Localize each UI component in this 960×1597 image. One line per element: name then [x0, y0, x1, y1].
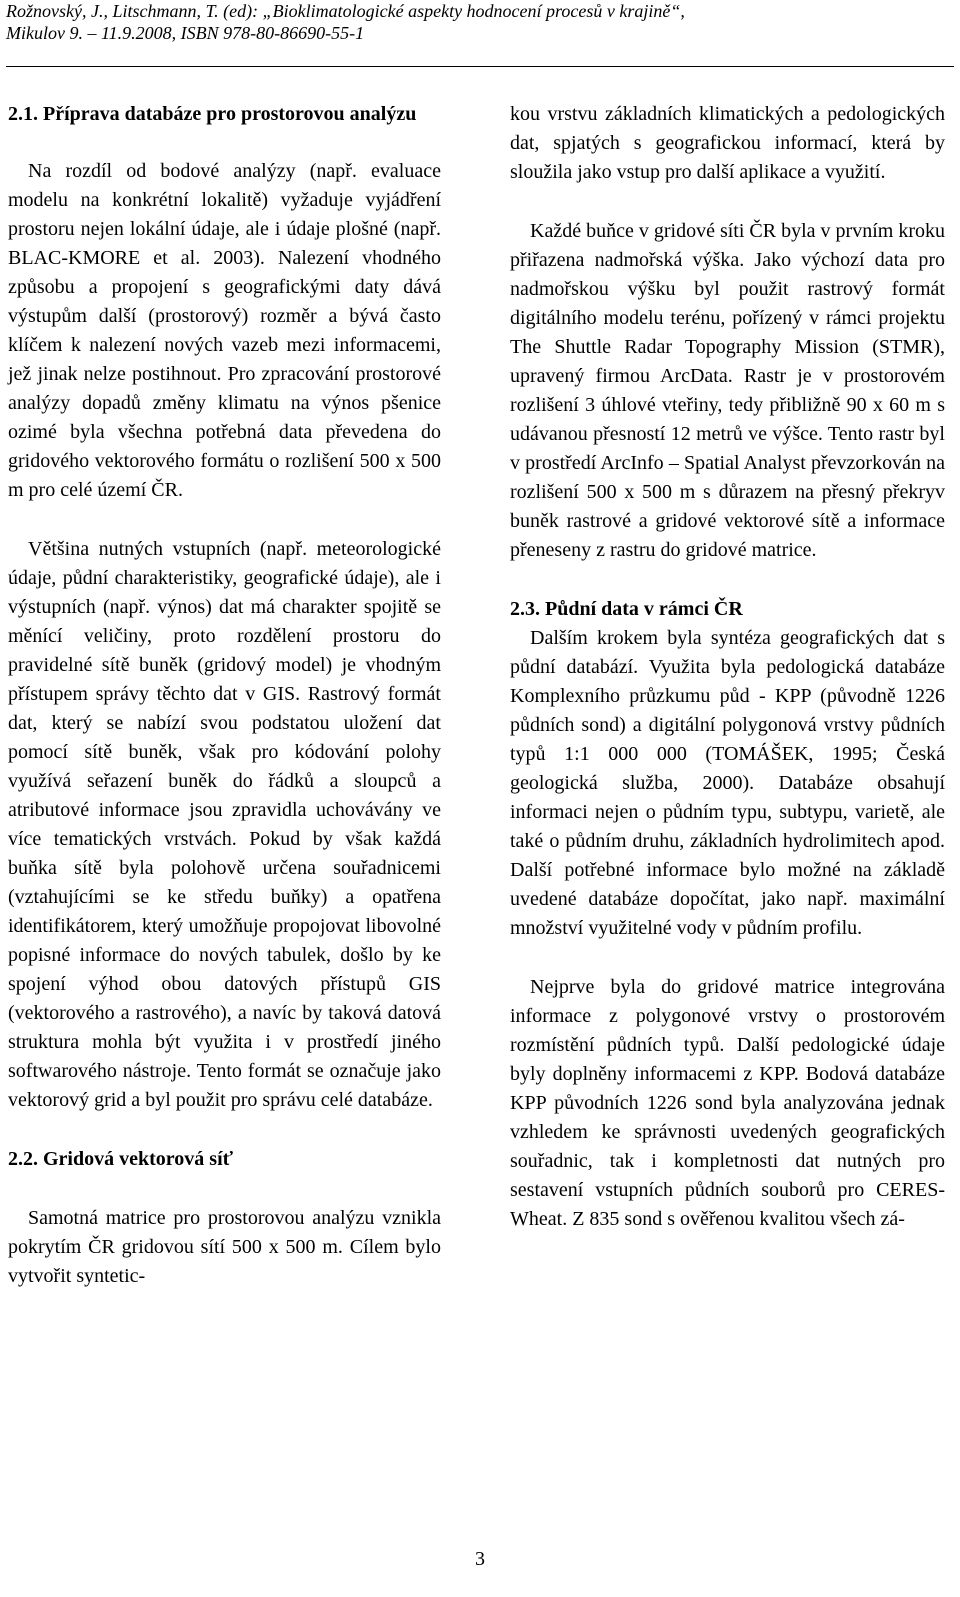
paragraph-3-continued: kou vrstvu základních klimatických a pedologických dat, spjatých s geografickou informací, která by sloužila jako vstup pro další aplikace a využití. — [510, 103, 945, 183]
section-2-1-title: 2.1. Příprava databáze pro prostorovou analýzu — [8, 103, 417, 125]
paragraph-5: Dalším krokem byla syntéza geografických dat s půdní databází. Využita byla pedologická databáze Komplexního průzkumu půd - KPP (původně 1226 půdních sond) a digitální polygonová vrstvy půdních typů 1:1 000 000 (TOMÁŠEK, 1995; Česká geologická služba, 2000). Databáze obsahují informaci nejen o půdním typu, subtypu, varietě, ale také o půdním druhu, základních hydrolimitech apod. Další potřebné informace bylo možné na základě uvedené databáze dopočítat, jako např. maximální množství využitelné vody v půdním profilu. — [510, 627, 945, 939]
header-rule — [6, 66, 954, 67]
paragraph-4: Každé buňce v gridové síti ČR byla v prvním kroku přiřazena nadmořská výška. Jako výchozí data pro nadmořskou výšku byl použit rastrový formát digitálního modelu terénu, pořízený v rámci projektu The Shuttle Radar Topography Mission (STMR), upravený firmou ArcData. Rastr je v prostorovém rozlišení 3 úhlové vteřiny, tedy přibližně 90 x 60 m s udávanou přesností 12 metrů ve výšce. Tento rastr byl v prostředí ArcInfo – Spatial Analyst převzorkován na rozlišení 500 x 500 m s důrazem na přesný překryv buněk rastrové a gridové vektorové sítě a informace přeneseny z rastru do gridové matrice. — [510, 220, 945, 561]
header-citation-line-1: Rožnovský, J., Litschmann, T. (ed): „Bioklimatologické aspekty hodnocení procesů v krajině“, — [6, 1, 685, 21]
page-number: 3 — [475, 1548, 485, 1570]
left-column — [8, 100, 441, 1291]
header-citation-line-2: Mikulov 9. – 11.9.2008, ISBN 978-80-86690-55-1 — [6, 23, 365, 43]
paragraph-6: Nejprve byla do gridové matrice integrována informace z polygonové vrstvy o prostorovém rozmístění půdních typů. Další pedologické údaje byly doplněny informacemi z KPP. Bodová databáze KPP původních 1226 sond byla analyzována jednak vzhledem ke správnosti uvedených geografických souřadnic, tak i kompletnosti dat nutných pro sestavení vstupních půdních souborů pro CERES-Wheat. Z 835 sond s ověřenou kvalitou všech zá- — [510, 976, 945, 1230]
section-2-2-title: 2.2. Gridová vektorová síť — [8, 1148, 234, 1170]
right-column — [510, 100, 945, 1234]
paragraph-3: Samotná matrice pro prostorovou analýzu vznikla pokrytím ČR gridovou sítí 500 x 500 m. Cílem bylo vytvořit syntetic- — [8, 1207, 441, 1287]
running-header — [6, 0, 954, 44]
paragraph-1: Na rozdíl od bodové analýzy (např. evaluace modelu na konkrétní lokalitě) vyžaduje vyjádření prostoru nejen lokální údaje, ale i údaje plošné (např. BLAC-KMORE et al. 2003). Nalezení vhodného způsobu a propojení s geografickými daty dává výstupům další (prostorový) rozměr a bývá často klíčem k nalezení nových vazeb mezi informacemi, jež jinak nelze postihnout. Pro zpracování prostorové analýzy dopadů změny klimatu na výnos pšenice ozimé byla všechna potřebná data převedena do gridového vektorového formátu o rozlišení 500 x 500 m pro celé území ČR. — [8, 160, 441, 501]
paragraph-2: Většina nutných vstupních (např. meteorologické údaje, půdní charakteristiky, geografické údaje), ale i výstupních (např. výnos) dat má charakter spojitě se měnící veličiny, proto rozdělení prostoru do pravidelné sítě buněk (gridový model) je vhodným přístupem správy těchto dat v GIS. Rastrový formát dat, který se nabízí svou podstatou uložení dat pomocí sítě buněk, však pro kódování polohy využívá seřazení buněk do řádků a sloupců a atributové informace jsou zpravidla uchovávány ve více tematických vrstvách. Pokud by však každá buňka sítě byla polohově určena souřadnicemi (vztahujícími se ke středu buňky) a opatřena identifikátorem, který umožňuje propojovat libovolné popisné informace do nových tabulek, došlo by ke spojení výhod obou datových přístupů GIS (vektorového a rastrového), a navíc by taková datová struktura mohla být využita i v prostředí jiného softwarového nástroje. Tento formát se označuje jako vektorový grid a byl použit pro správu celé databáze. — [8, 538, 441, 1111]
section-2-3-title: 2.3. Půdní data v rámci ČR — [510, 598, 743, 620]
